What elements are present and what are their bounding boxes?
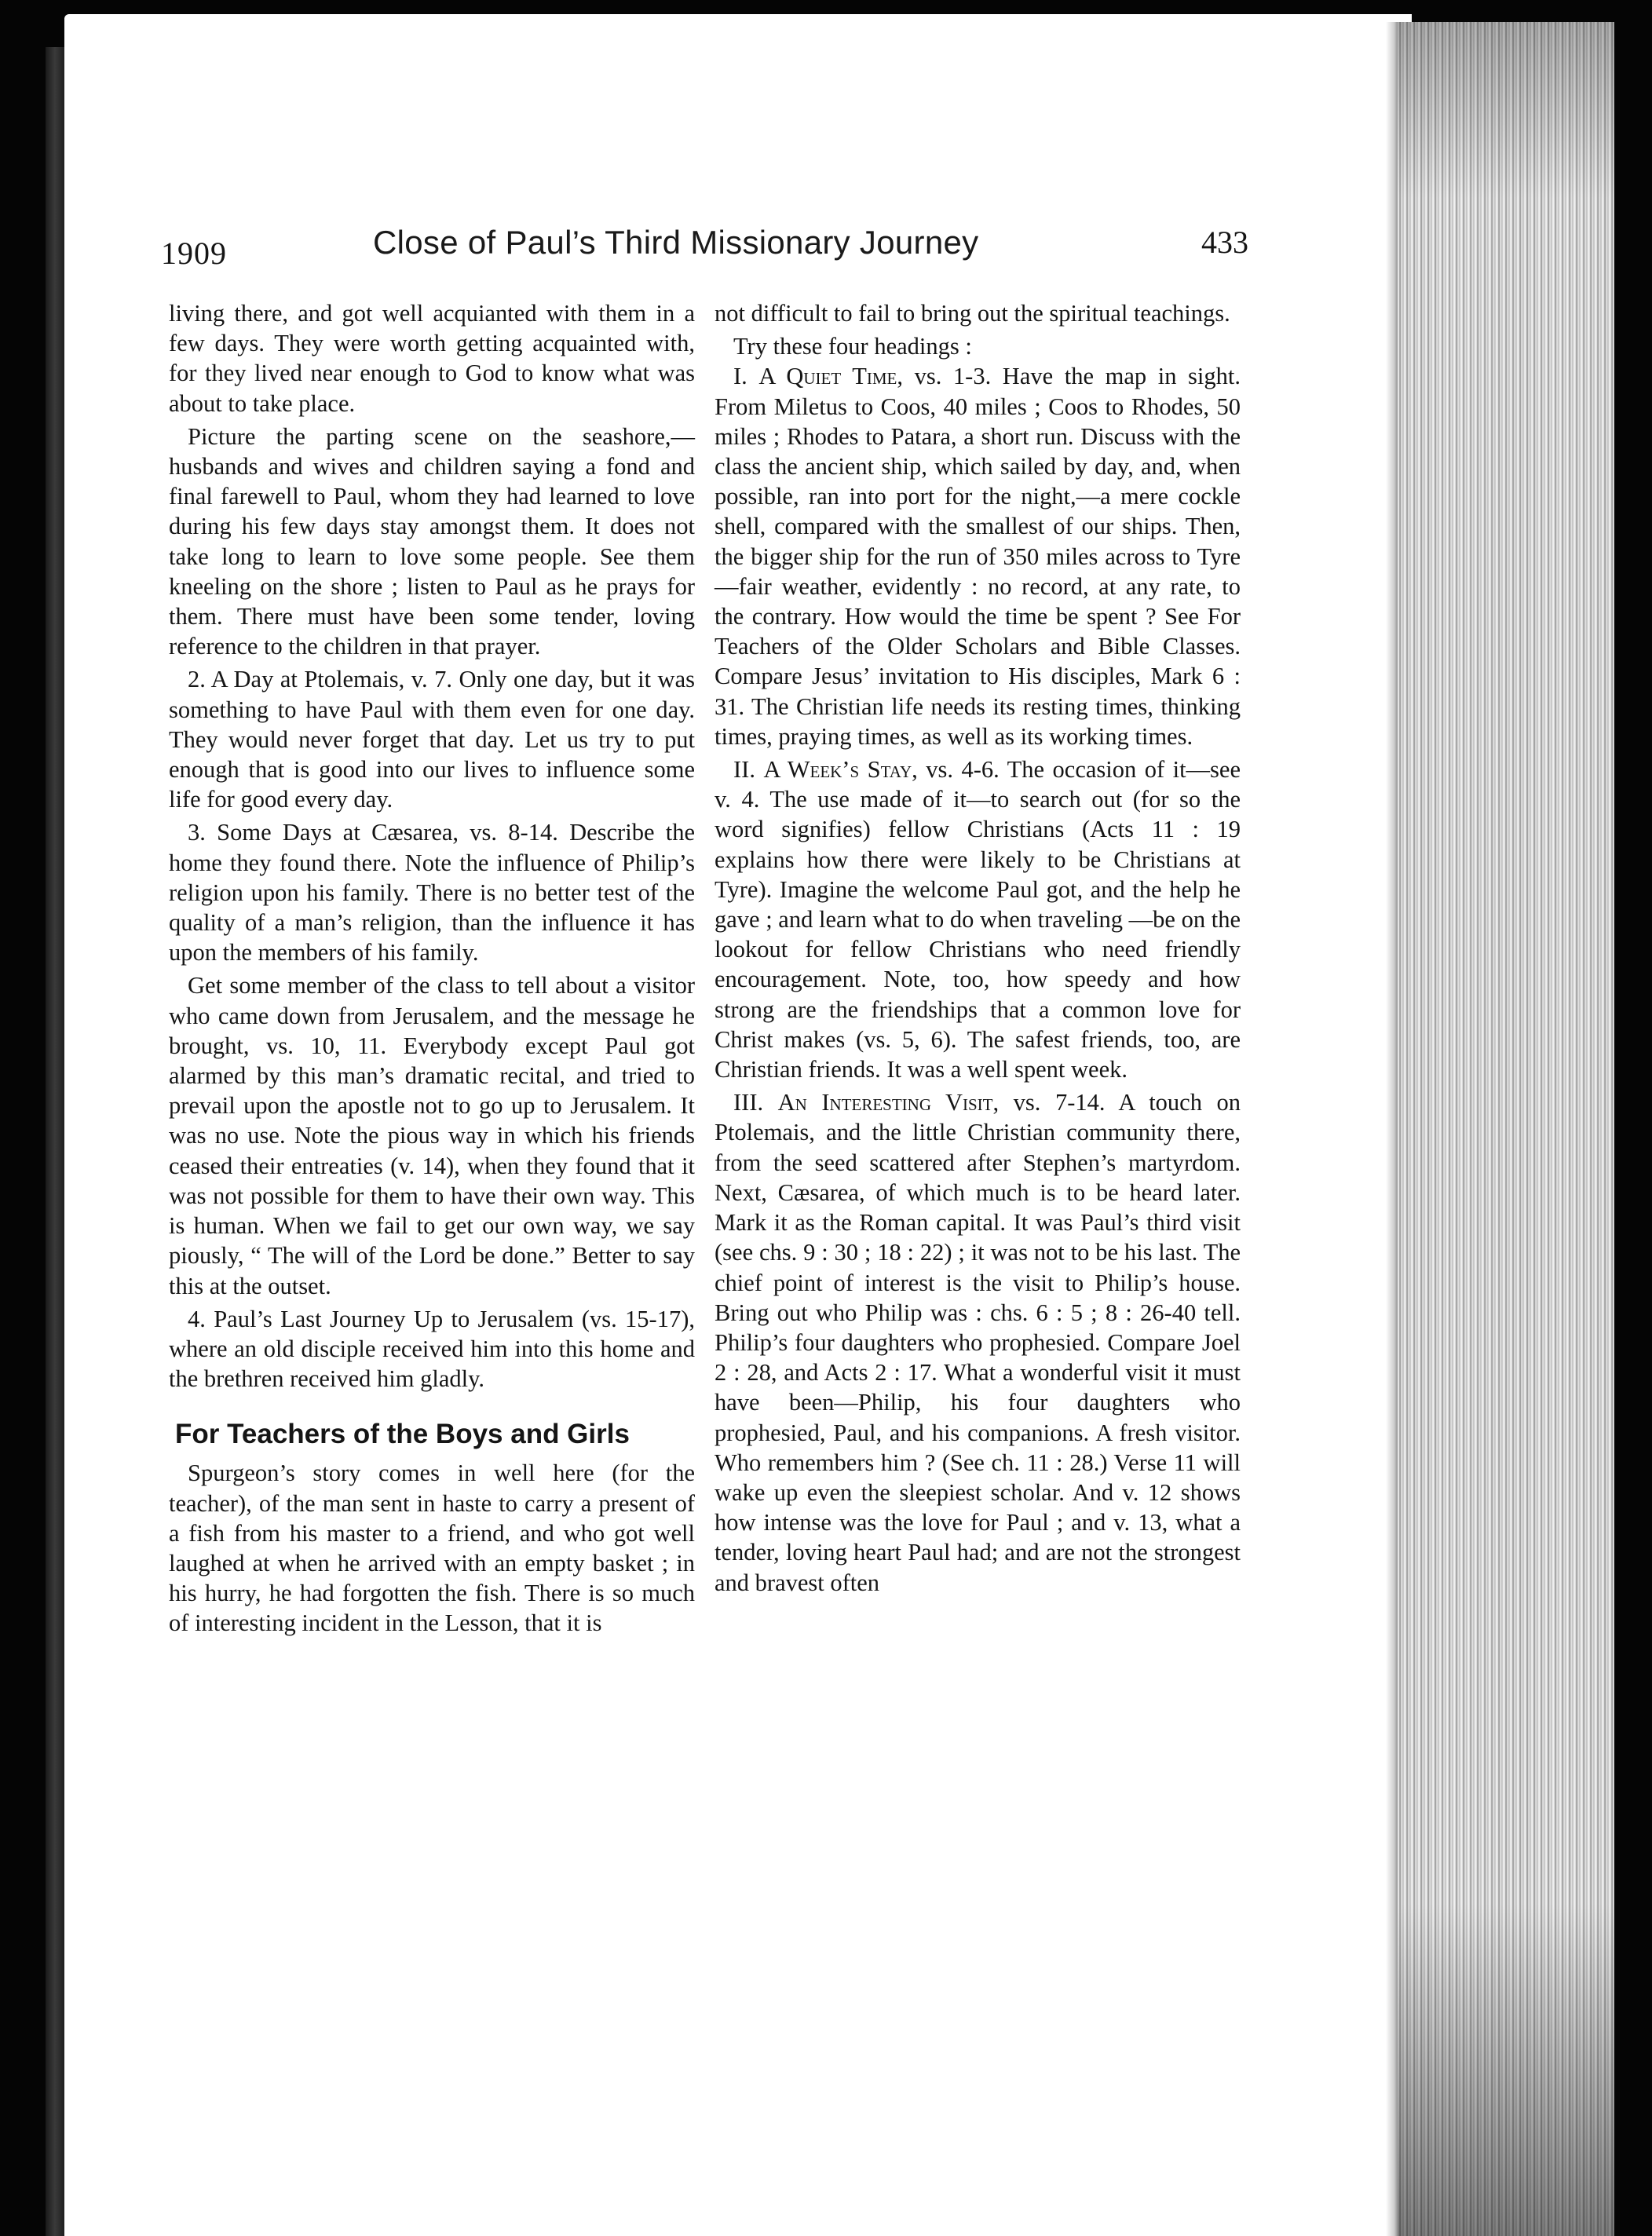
paragraph: 3. Some Days at Cæsarea, vs. 8-14. Describe the home they found there. Note the influence of Philip’s religion upon his family. There is no better test of the quality of a man’s religion, than the influence it has upon the members of his family. bbox=[169, 819, 695, 966]
page-number: 433 bbox=[1201, 225, 1248, 260]
paragraph: Get some member of the class to tell about a visitor who came down from Jerusalem, and the message he brought, vs. 10, 11. Everybody except Paul got alarmed by this man’s dramatic recital, and tried to prevail upon the apostle not to go up to Jerusalem. It was no use. Note the pious way in which his friends ceased their entreaties (v. 14), when they found that it was not possible for them to have their own way. This is human. When we fail to get our own way, we say piously, “ The will of the Lord be done.” Better to say this at the outset. bbox=[169, 972, 695, 1299]
paragraph: living there, and got well acquianted with them in a few days. They were worth getting acquainted with, for they lived near enough to God to know what was about to take place. bbox=[169, 300, 695, 417]
right-column bbox=[715, 298, 1241, 1598]
page-stack-shading bbox=[1398, 22, 1614, 2236]
paragraph: Picture the parting scene on the seashore,—husbands and wives and children saying a fond and final farewell to Paul, whom they had learned to love during his few days stay amongst them. It does not take long to learn to love some people. See them kneeling on the shore ; listen to Paul as he prays for them. There must have been some tender, loving reference to the children in that prayer. bbox=[169, 422, 695, 660]
paragraph-interesting-visit bbox=[715, 1087, 1241, 1597]
paragraph-quiet-time bbox=[715, 361, 1241, 751]
running-head-title: Close of Paul’s Third Missionary Journey bbox=[373, 224, 979, 261]
paragraph: 4. Paul’s Last Journey Up to Jerusalem (vs. 15-17), where an old disciple received him into this home and the brethren received him gladly. bbox=[169, 1305, 695, 1393]
paragraph: 2. A Day at Ptolemais, v. 7. Only one day, but it was something to have Paul with them even for one day. They would never forget that day. Let us try to put enough that is good into our lives to influence some life for good every day. bbox=[169, 666, 695, 813]
paragraph-text: , vs. 7-14. A touch on Ptolemais, and the little Christian community there, from the seed scattered after Stephen’s martyrdom. Next, Cæsarea, of which much is to be heard later. Mark it as the Roman capital. It was Paul’s third visit (see chs. 9 : 30 ; 18 : 22) ; it was not to be his last. The chief point of interest is the visit to Philip’s house. Bring out who Philip was : chs. 6 : 5 ; 8 : 26-40 tell. Philip’s four daughters who prophesied. Compare Joel 2 : 28, and Acts 2 : 17. What a wonderful visit it must have been—Philip, his four daughters who prophesied, Paul, and his companions. A fresh visitor. Who remembers him ? (See ch. 11 : 28.) Verse 11 will wake up even the sleepiest scholar. And v. 12 shows how intense was the love for Paul ; and v. 13, what a tender, loving heart Paul had; and are not the strongest and bravest often bbox=[715, 1089, 1241, 1596]
paragraph-weeks-stay bbox=[715, 754, 1241, 1084]
inline-heading: A Quiet Time bbox=[758, 363, 897, 390]
running-head bbox=[161, 224, 1248, 279]
section-heading: For Teachers of the Boys and Girls bbox=[175, 1419, 630, 1450]
paragraph: not difficult to fail to bring out the spiritual teachings. bbox=[715, 300, 1230, 327]
heading-number: I. bbox=[733, 363, 747, 390]
paragraph: Try these four headings : bbox=[733, 333, 972, 360]
paragraph: Spurgeon’s story comes in well here (for the teacher), of the man sent in haste to carry a present of a fish from his master to a friend, and who got well laughed at when he arrived with an empty basket ; in his hurry, he had forgotten the fish. There is so much of interesting incident in the Lesson, that it is bbox=[169, 1460, 695, 1637]
inline-heading: An Interesting Visit bbox=[777, 1089, 993, 1116]
paragraph-text: , vs. 4-6. The occasion of it—see v. 4. The use made of it—to search out (for so the word signifies) fellow Christians (Acts 11 : 19 explains how there were likely to be Christians at Tyre). Imagine the welcome Paul got, and the help he gave ; and learn what to do when traveling —be on the lookout for fellow Christians who need friendly encouragement. Note, too, how speedy and how strong are the friendships that a common love for Christ makes (vs. 5, 6). The safest friends, too, are Christian friends. It was a well spent week. bbox=[715, 756, 1241, 1083]
heading-number: II. bbox=[733, 756, 755, 784]
left-column bbox=[169, 298, 695, 1639]
running-head-year: 1909 bbox=[161, 236, 227, 271]
paragraph-text: , vs. 1-3. Have the map in sight. From Miletus to Coos, 40 miles ; Coos to Rhodes, 50 miles ; Rhodes to Patara, a short run. Discuss with the class the ancient ship, which sailed by day, and, when possible, ran into port for the night,—a mere cockle shell, compared with the smallest of our ships. Then, the bigger ship for the run of 350 miles across to Tyre—fair weather, evidently : no record, at any rate, to the contrary. How would the time be spent ? See For Teachers of the Older Scholars and Bible Classes. Compare Jesus’ invitation to His disciples, Mark 6 : 31. The Christian life needs its resting times, thinking times, praying times, as well as its working times. bbox=[715, 363, 1241, 750]
inline-heading: A Week’s Stay bbox=[763, 756, 912, 784]
heading-number: III. bbox=[733, 1089, 764, 1116]
